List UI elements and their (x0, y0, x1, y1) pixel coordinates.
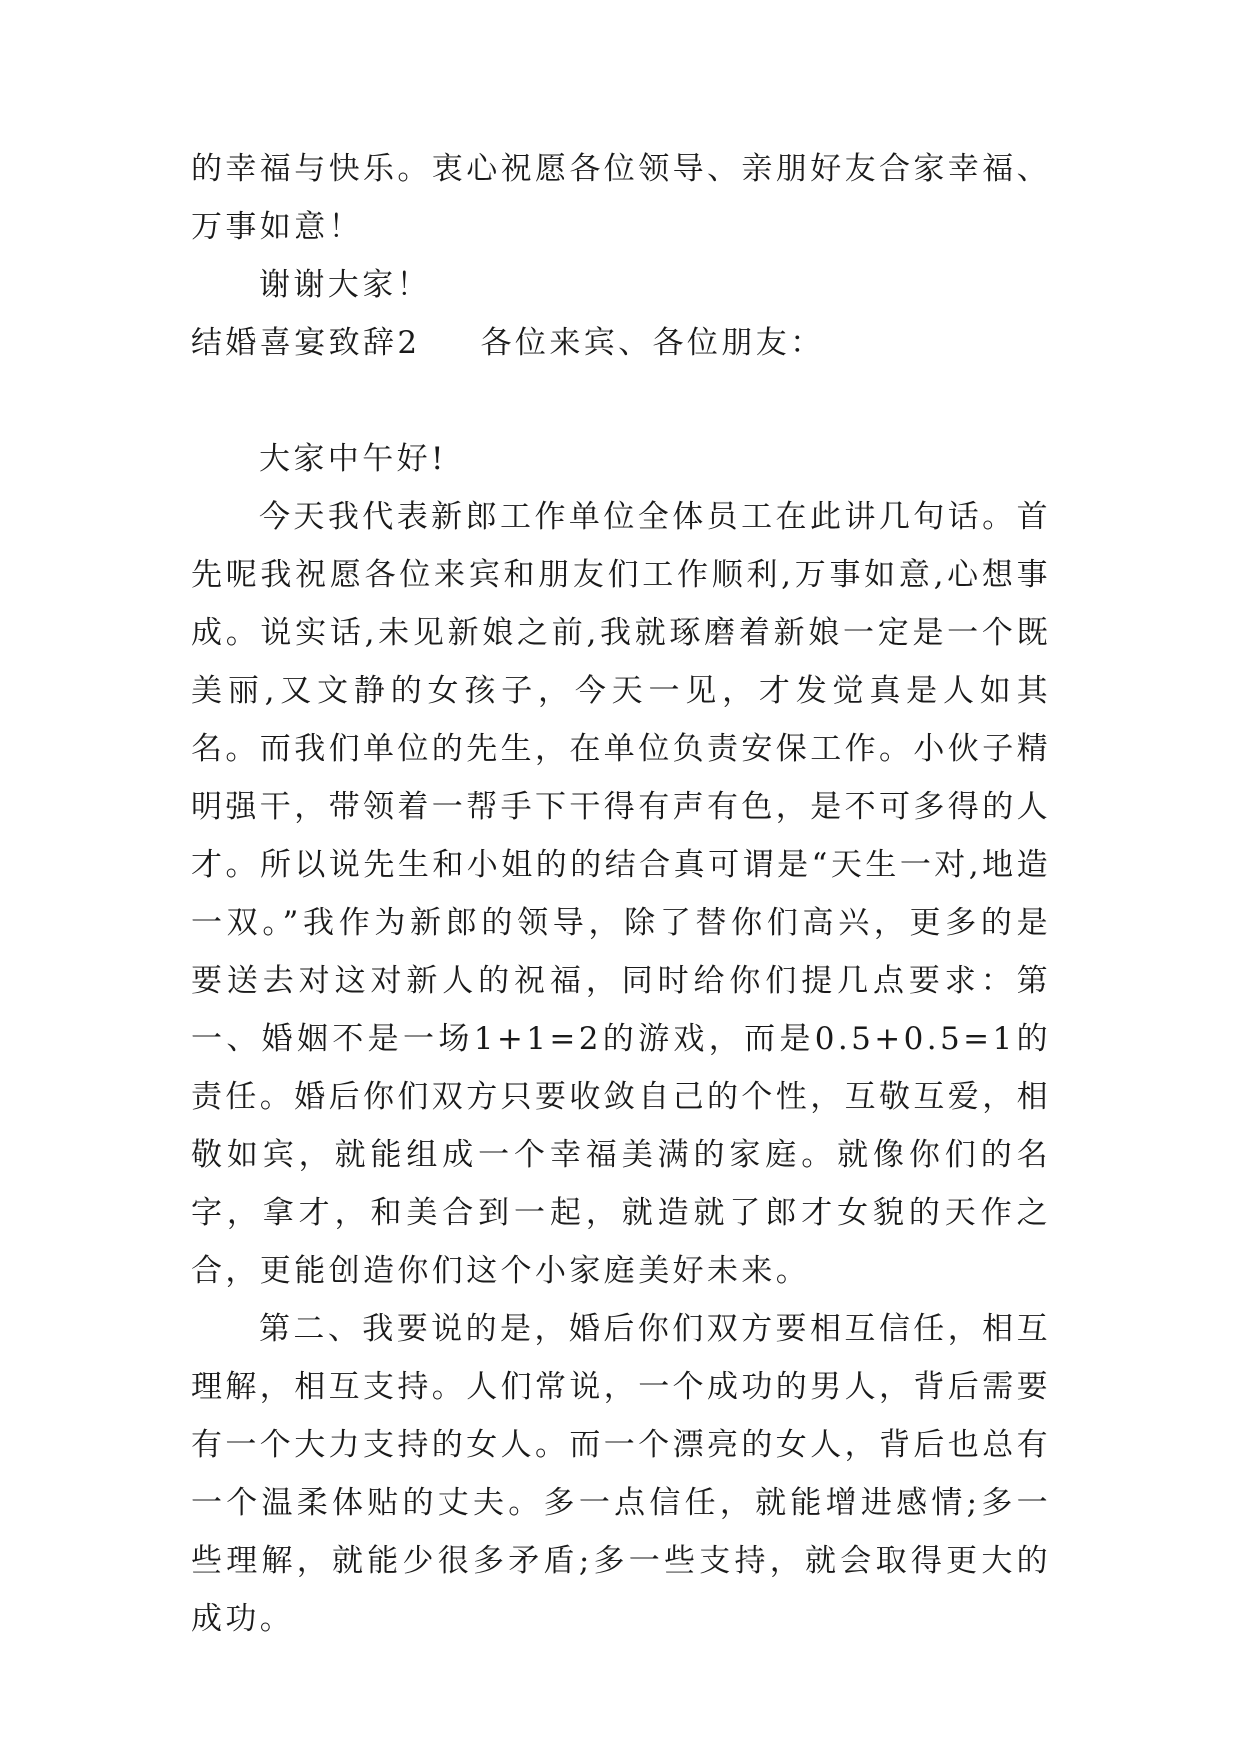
greeting-line: 大家中午好! (259, 441, 447, 477)
body-paragraph-1: 今天我代表新郎工作单位全体员工在此讲几句话。首先呢我祝愿各位来宾和朋友们工作顺利,万事如意,心想事成。说实话,未见新娘之前,我就琢磨着新娘一定是一个既美丽,又文静的女孩子，今天一见，才发觉真是人如其名。而我们单位的先生，在单位负责安保工作。小伙子精明强干，带领着一帮手下干得有声有色，是不可多得的人才。所以说先生和小姐的的结合真可谓是“天生一对,地造一双。”我作为新郎的领导，除了替你们高兴，更多的是要送去对这对新人的祝福，同时给你们提几点要求：第一、婚姻不是一场1+1=2的游戏，而是0.5+0.5=1的责任。婚后你们双方只要收敛自己的个性，互敬互爱，相敬如宾，就能组成一个幸福美满的家庭。就像你们的名字，拿才，和美合到一起，就造就了郎才女貌的天作之合，更能创造你们这个小家庭美好未来。 (191, 499, 1051, 1289)
thanks-line: 谢谢大家！ (259, 267, 431, 303)
speech-heading-line (191, 314, 1051, 372)
document-body (191, 140, 1051, 1648)
continuation-paragraph: 的幸福与快乐。衷心祝愿各位领导、亲朋好友合家幸福、万事如意！ (191, 151, 1051, 245)
salutation: 各位来宾、各位朋友： (480, 325, 825, 361)
blank-line (191, 372, 1051, 430)
speech-title: 结婚喜宴致辞2 (191, 325, 421, 361)
body-paragraph-2: 第二、我要说的是，婚后你们双方要相互信任，相互理解，相互支持。人们常说，一个成功的男人，背后需要有一个大力支持的女人。而一个漂亮的女人，背后也总有一个温柔体贴的丈夫。多一点信任，就能增进感情;多一些理解，就能少很多矛盾;多一些支持，就会取得更大的成功。 (191, 1311, 1051, 1637)
